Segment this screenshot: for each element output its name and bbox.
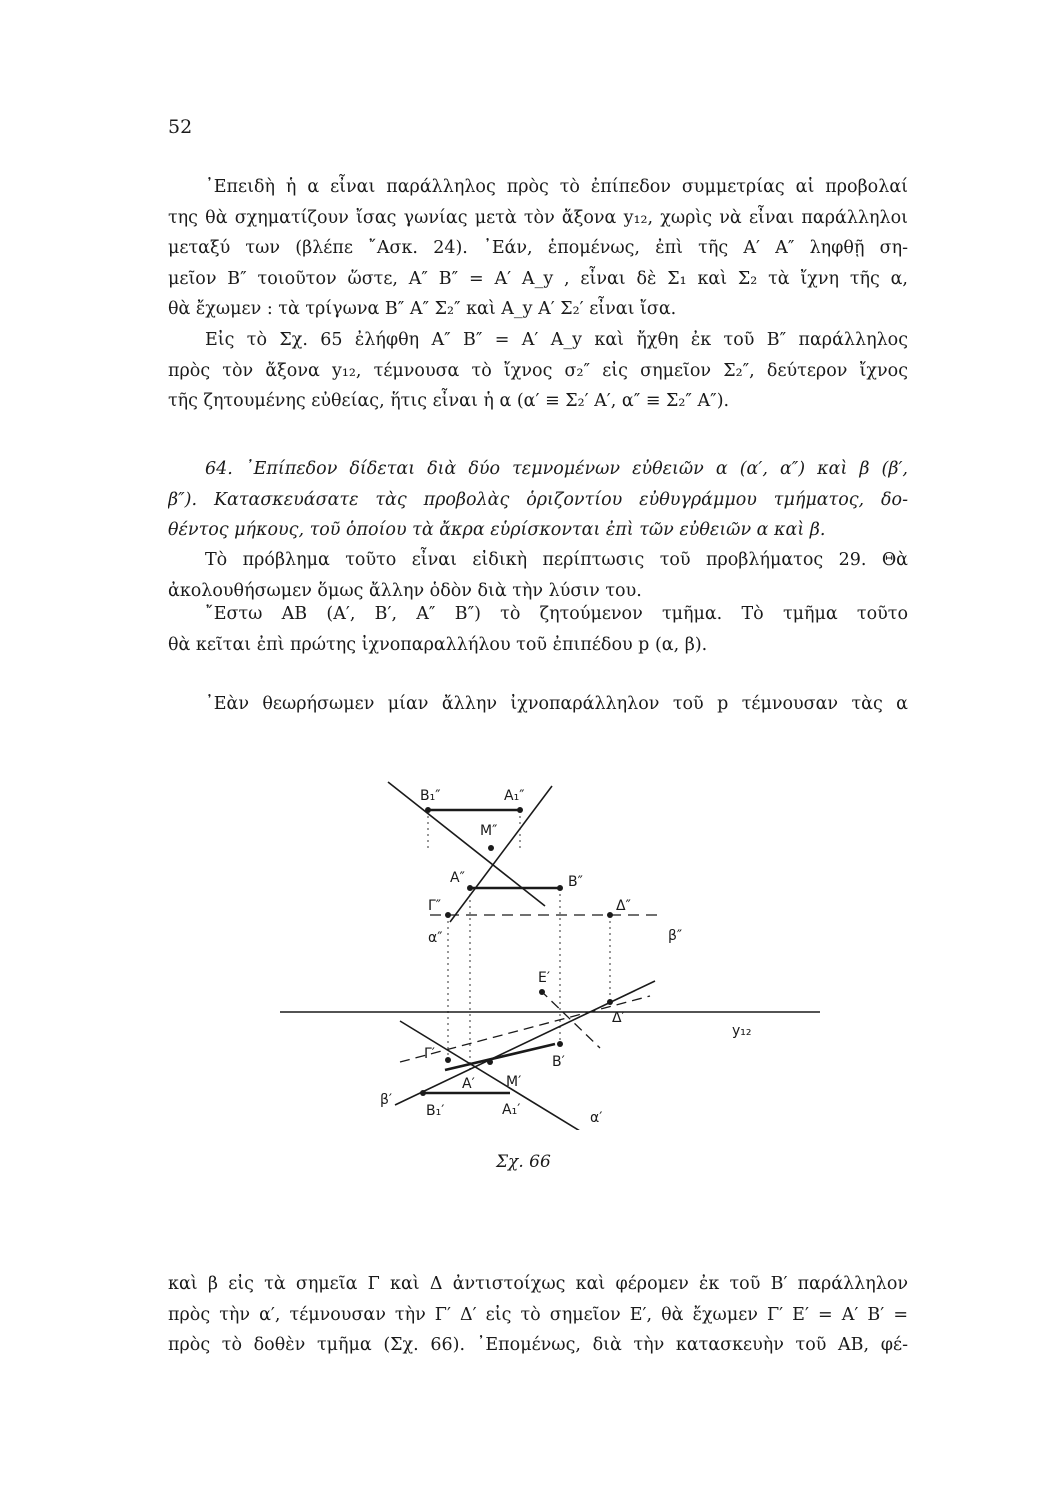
- point-a-double-prime: [467, 885, 473, 891]
- label-b1-double-prime: Β₁″: [420, 788, 441, 804]
- label-e-prime: Ε′: [538, 970, 551, 986]
- figure-66: [280, 770, 820, 1130]
- text-line: πρὸς τὸ δοθὲν τμῆμα (Σχ. 66). ᾿Επομένως, διὰ τὴν κατασκευὴν τοῦ ΑΒ, φέ-: [168, 1335, 908, 1355]
- geometric-construction-diagram: [280, 770, 820, 1130]
- label-delta-prime: Δ′: [612, 1010, 625, 1026]
- point-b1-double-prime: [425, 807, 431, 813]
- label-m-prime: Μ′: [506, 1074, 522, 1090]
- text-line: θὰ κεῖται ἐπὶ πρώτης ἰχνοπαραλλήλου τοῦ ἐπιπέδου p (α, β).: [168, 634, 708, 655]
- paragraph-3: [168, 545, 908, 606]
- text-line: πρὸς τὴν α′, τέμνουσαν τὴν Γ′ Δ′ εἰς τὸ σημεῖον Ε′, θὰ ἔχωμεν Γ′ Ε′ = Α′ Β′ =: [168, 1304, 908, 1325]
- text-line: μεταξύ των (βλέπε ῎Ασκ. 24). ᾿Εάν, ἑπομένως, ἐπὶ τῆς Α′ Α″ ληφθῇ ση-: [168, 238, 908, 258]
- paragraph-6: [168, 1269, 908, 1361]
- text-line: 64. ᾿Επίπεδον δίδεται διὰ δύο τεμνομένων εὐθειῶν α (α′, α″) καὶ β (β′,: [205, 459, 908, 479]
- projection-lines: [428, 810, 610, 1070]
- text-line: τῆς ζητουμένης εὐθείας, ἥτις εἶναι ἡ α (α′ ≡ Σ₂′ Α′, α″ ≡ Σ₂″ Α″).: [168, 391, 730, 411]
- point-delta-prime: [607, 999, 613, 1005]
- point-m-double-prime: [488, 845, 494, 851]
- label-gamma-prime: Γ′: [424, 1046, 435, 1062]
- text-line: θὰ ἔχωμεν : τὰ τρίγωνα Β″ Α″ Σ₂″ καὶ Α_y Α′ Σ₂′ εἶναι ἴσα.: [168, 299, 677, 319]
- text-line: ᾿Εὰν θεωρήσωμεν μίαν ἄλλην ἰχνοπαράλληλον τοῦ p τέμνουσαν τὰς α: [205, 694, 908, 714]
- text-line: β″). Κατασκευάσατε τὰς προβολὰς ὁριζοντίου εὐθυγράμμου τμήματος, δο-: [168, 489, 908, 510]
- point-b-prime: [557, 1041, 563, 1047]
- paragraph-4: [168, 599, 908, 660]
- text-line: της θὰ σχηματίζουν ἴσας γωνίας μετὰ τὸν ἄξονα y₁₂, χωρὶς νὰ εἶναι παράλληλοι: [168, 207, 908, 228]
- problem-64-statement: [168, 454, 908, 546]
- line-b-prime: [395, 981, 655, 1105]
- label-a1-double-prime: Α₁″: [504, 788, 525, 804]
- segment-a-b-prime: [445, 1044, 555, 1070]
- figure-caption: Σχ. 66: [496, 1152, 551, 1172]
- text-line: Τὸ πρόβλημα τοῦτο εἶναι εἰδικὴ περίπτωσις τοῦ προβλήματος 29. Θὰ: [205, 550, 908, 570]
- point-gamma-prime: [445, 1057, 451, 1063]
- text-line: θέντος μήκους, τοῦ ὁποίου τὰ ἄκρα εὑρίσκονται ἐπὶ τῶν εὐθειῶν α καὶ β.: [168, 520, 826, 540]
- text-line: ᾿Επειδὴ ἡ α εἶναι παράλληλος πρὸς τὸ ἐπίπεδον συμμετρίας αἱ προβολαί: [205, 177, 908, 197]
- paragraph-2: [168, 325, 908, 417]
- point-a1-double-prime: [517, 807, 523, 813]
- point-b1-prime: [420, 1090, 426, 1096]
- point-delta-double-prime: [607, 912, 613, 918]
- text-line: ῎Εστω ΑΒ (Α′, Β′, Α″ Β″) τὸ ζητούμενον τμῆμα. Τὸ τμῆμα τοῦτο: [205, 604, 908, 624]
- paragraph-5: [168, 689, 908, 720]
- text-line: πρὸς τὸν ἄξονα y₁₂, τέμνουσα τὸ ἴχνος σ₂″ εἰς σημεῖον Σ₂″, δεύτερον ἴχνος: [168, 360, 908, 381]
- label-a1-prime: Α₁′: [502, 1102, 521, 1118]
- label-beta-prime: β′: [380, 1092, 393, 1108]
- label-alpha-prime: α′: [590, 1110, 603, 1126]
- label-gamma-double-prime: Γ″: [428, 898, 442, 914]
- label-a-double-prime: Α″: [450, 870, 465, 886]
- page-number: 52: [168, 116, 193, 138]
- text-line: καὶ β εἰς τὰ σημεῖα Γ καὶ Δ ἀντιστοίχως καὶ φέρομεν ἐκ τοῦ Β′ παράλληλον: [168, 1274, 908, 1294]
- label-m-double-prime: Μ″: [480, 823, 498, 839]
- point-m-prime: [487, 1059, 493, 1065]
- parallel-through-b-prime: [540, 990, 600, 1048]
- text-line: ἀκολουθήσωμεν ὅμως ἄλλην ὁδὸν διὰ τὴν λύσιν του.: [168, 580, 642, 601]
- label-b1-prime: Β₁′: [426, 1103, 445, 1119]
- label-axis-y12: y₁₂: [732, 1023, 752, 1039]
- paragraph-1: [168, 172, 908, 325]
- label-alpha-double-prime: α″: [428, 930, 443, 946]
- label-a-prime: Α′: [462, 1076, 475, 1092]
- label-delta-double-prime: Δ″: [616, 898, 631, 914]
- point-e-prime: [539, 989, 545, 995]
- label-beta-double-prime: β″: [668, 928, 683, 944]
- text-line: Εἰς τὸ Σχ. 65 ἐλήφθη Α″ Β″ = Α′ Α_y καὶ ἤχθη ἐκ τοῦ Β″ παράλληλος: [205, 330, 908, 350]
- text-line: μεῖον Β″ τοιοῦτον ὥστε, Α″ Β″ = Α′ Α_y , εἶναι δὲ Σ₁ καὶ Σ₂ τὰ ἴχνη τῆς α,: [168, 268, 908, 289]
- label-b-prime: Β′: [552, 1054, 565, 1070]
- point-gamma-double-prime: [445, 912, 451, 918]
- point-b-double-prime: [557, 885, 563, 891]
- line-b-double-prime: [450, 786, 552, 922]
- label-b-double-prime: Β″: [568, 874, 583, 890]
